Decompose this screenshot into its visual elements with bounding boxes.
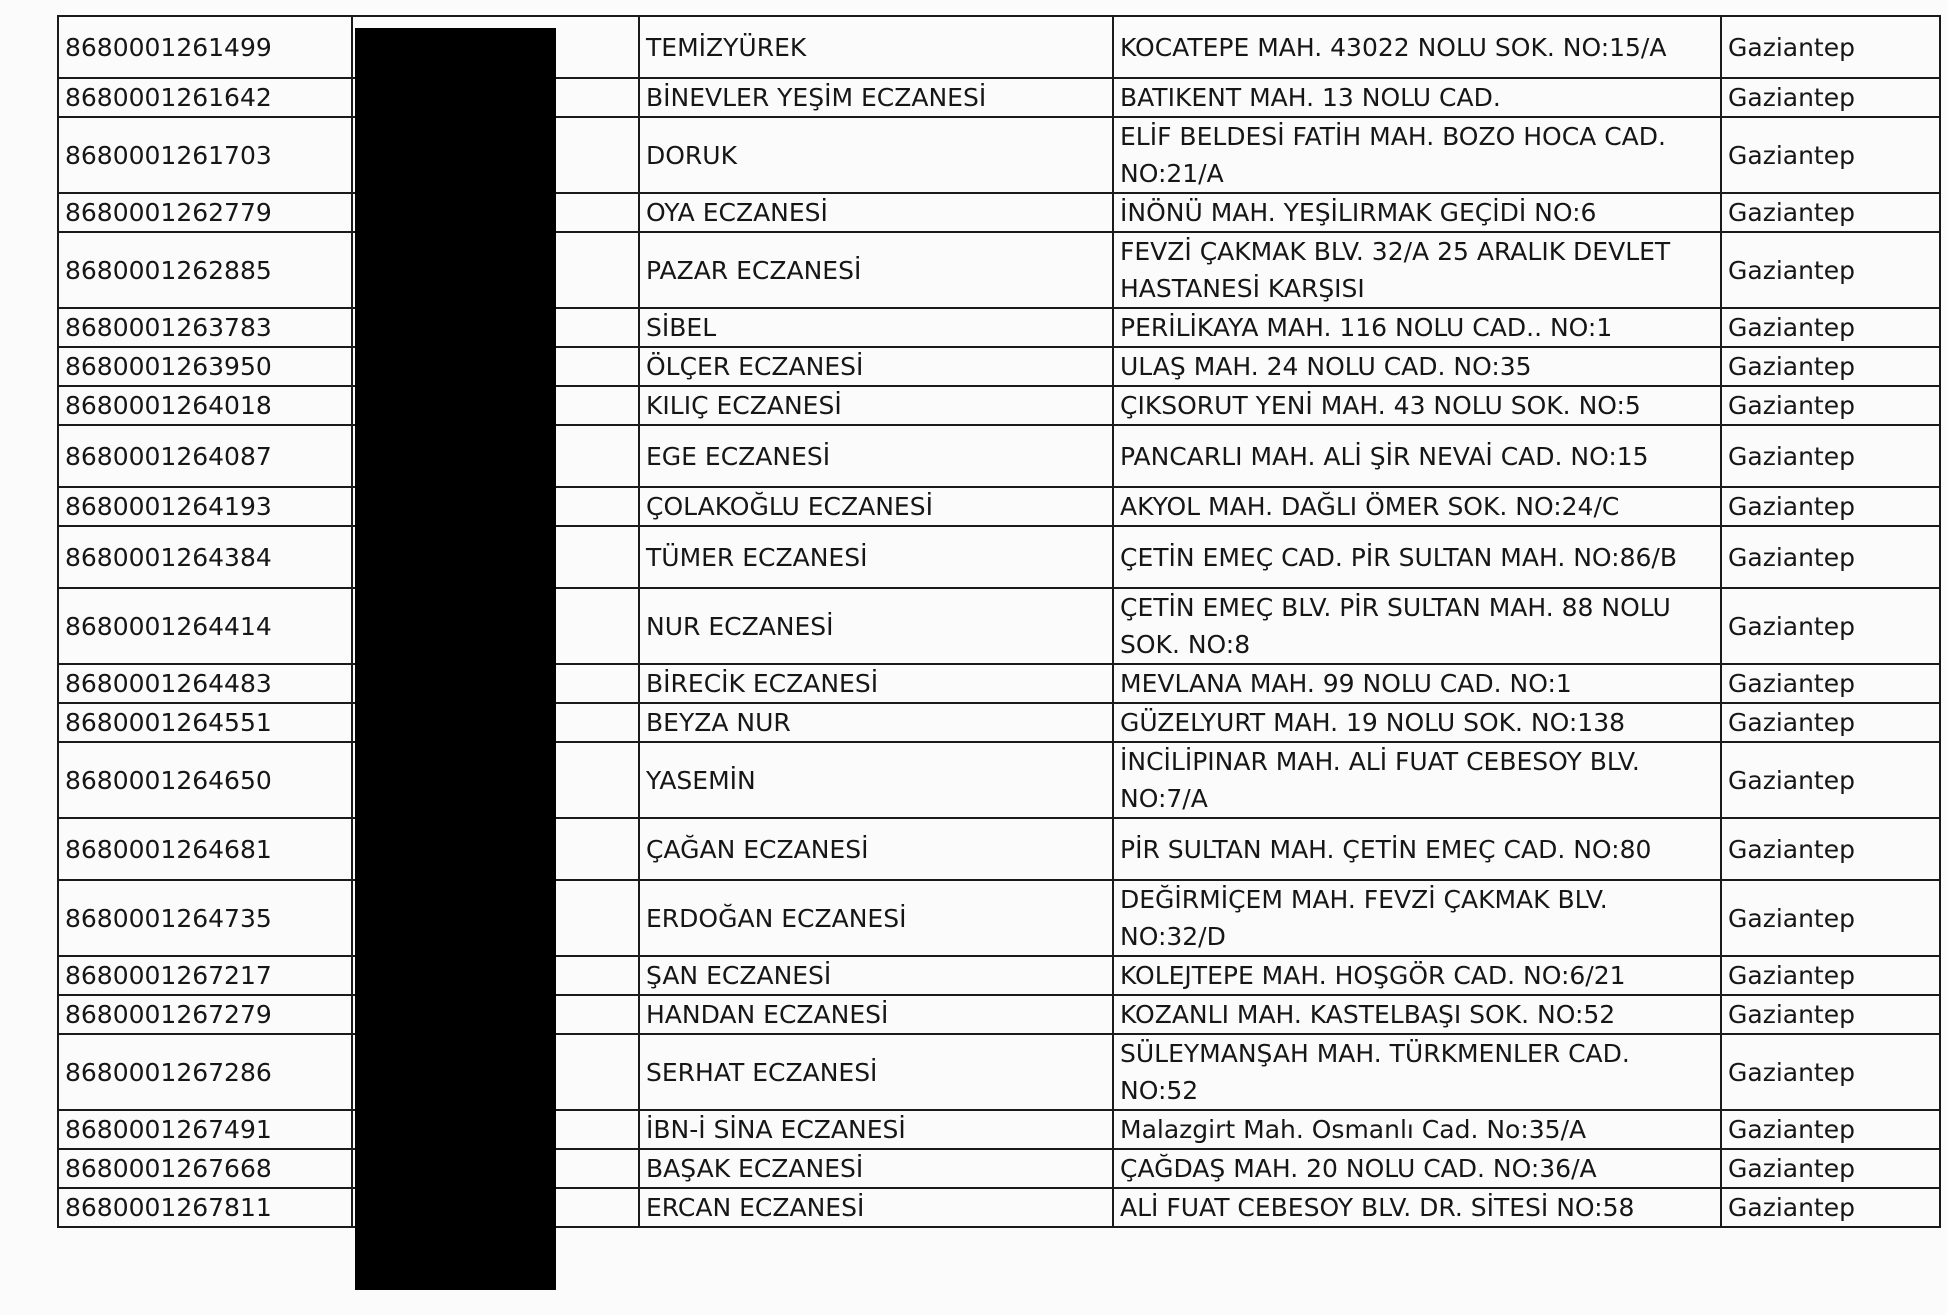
- cell-pharmacy-name: BİNEVLER YEŞİM ECZANESİ: [639, 78, 1113, 117]
- cell-address: DEĞİRMİÇEM MAH. FEVZİ ÇAKMAK BLV. NO:32/D: [1113, 880, 1721, 956]
- cell-city: Gaziantep: [1721, 588, 1940, 664]
- cell-city: Gaziantep: [1721, 347, 1940, 386]
- cell-address: PERİLİKAYA MAH. 116 NOLU CAD.. NO:1: [1113, 308, 1721, 347]
- cell-code: 8680001264735: [58, 880, 352, 956]
- table-row: [58, 78, 1940, 117]
- cell-city: Gaziantep: [1721, 818, 1940, 880]
- cell-address: SÜLEYMANŞAH MAH. TÜRKMENLER CAD. NO:52: [1113, 1034, 1721, 1110]
- table-row: [58, 995, 1940, 1034]
- cell-address: ÇETİN EMEÇ BLV. PİR SULTAN MAH. 88 NOLU SOK. NO:8: [1113, 588, 1721, 664]
- cell-address: ÇAĞDAŞ MAH. 20 NOLU CAD. NO:36/A: [1113, 1149, 1721, 1188]
- cell-pharmacy-name: BEYZA NUR: [639, 703, 1113, 742]
- table-row: [58, 526, 1940, 588]
- cell-code: 8680001264193: [58, 487, 352, 526]
- cell-pharmacy-name: YASEMİN: [639, 742, 1113, 818]
- table-row: [58, 16, 1940, 78]
- cell-city: Gaziantep: [1721, 880, 1940, 956]
- cell-pharmacy-name: BAŞAK ECZANESİ: [639, 1149, 1113, 1188]
- cell-code: 8680001263950: [58, 347, 352, 386]
- cell-pharmacy-name: ERCAN ECZANESİ: [639, 1188, 1113, 1227]
- cell-code: 8680001262885: [58, 232, 352, 308]
- cell-address: KOZANLI MAH. KASTELBAŞI SOK. NO:52: [1113, 995, 1721, 1034]
- cell-address: BATIKENT MAH. 13 NOLU CAD.: [1113, 78, 1721, 117]
- cell-address: AKYOL MAH. DAĞLI ÖMER SOK. NO:24/C: [1113, 487, 1721, 526]
- cell-code: 8680001267279: [58, 995, 352, 1034]
- cell-city: Gaziantep: [1721, 308, 1940, 347]
- cell-address: ELİF BELDESİ FATİH MAH. BOZO HOCA CAD. NO:21/A: [1113, 117, 1721, 193]
- cell-code: 8680001263783: [58, 308, 352, 347]
- cell-pharmacy-name: İBN-İ SİNA ECZANESİ: [639, 1110, 1113, 1149]
- cell-city: Gaziantep: [1721, 995, 1940, 1034]
- table-row: [58, 193, 1940, 232]
- cell-address: PİR SULTAN MAH. ÇETİN EMEÇ CAD. NO:80: [1113, 818, 1721, 880]
- cell-pharmacy-name: EGE ECZANESİ: [639, 425, 1113, 487]
- table-row: [58, 308, 1940, 347]
- cell-code: 8680001264087: [58, 425, 352, 487]
- cell-pharmacy-name: ŞAN ECZANESİ: [639, 956, 1113, 995]
- cell-code: 8680001264551: [58, 703, 352, 742]
- cell-address: KOLEJTEPE MAH. HOŞGÖR CAD. NO:6/21: [1113, 956, 1721, 995]
- cell-city: Gaziantep: [1721, 487, 1940, 526]
- cell-city: Gaziantep: [1721, 386, 1940, 425]
- cell-city: Gaziantep: [1721, 1034, 1940, 1110]
- cell-city: Gaziantep: [1721, 1149, 1940, 1188]
- cell-city: Gaziantep: [1721, 526, 1940, 588]
- cell-pharmacy-name: TEMİZYÜREK: [639, 16, 1113, 78]
- redaction-bar: [355, 28, 556, 1290]
- table-row: [58, 1034, 1940, 1110]
- cell-pharmacy-name: ÇAĞAN ECZANESİ: [639, 818, 1113, 880]
- cell-pharmacy-name: SERHAT ECZANESİ: [639, 1034, 1113, 1110]
- cell-code: 8680001267668: [58, 1149, 352, 1188]
- cell-address: PANCARLI MAH. ALİ ŞİR NEVAİ CAD. NO:15: [1113, 425, 1721, 487]
- cell-pharmacy-name: PAZAR ECZANESİ: [639, 232, 1113, 308]
- table-row: [58, 880, 1940, 956]
- cell-pharmacy-name: ÖLÇER ECZANESİ: [639, 347, 1113, 386]
- cell-city: Gaziantep: [1721, 1110, 1940, 1149]
- cell-address: KOCATEPE MAH. 43022 NOLU SOK. NO:15/A: [1113, 16, 1721, 78]
- cell-code: 8680001261499: [58, 16, 352, 78]
- cell-pharmacy-name: HANDAN ECZANESİ: [639, 995, 1113, 1034]
- cell-pharmacy-name: SİBEL: [639, 308, 1113, 347]
- cell-pharmacy-name: BİRECİK ECZANESİ: [639, 664, 1113, 703]
- cell-city: Gaziantep: [1721, 664, 1940, 703]
- table-row: [58, 1149, 1940, 1188]
- cell-code: 8680001261703: [58, 117, 352, 193]
- table-row: [58, 588, 1940, 664]
- table-row: [58, 818, 1940, 880]
- table-row: [58, 742, 1940, 818]
- cell-address: GÜZELYURT MAH. 19 NOLU SOK. NO:138: [1113, 703, 1721, 742]
- table-row: [58, 703, 1940, 742]
- table-row: [58, 1110, 1940, 1149]
- cell-pharmacy-name: NUR ECZANESİ: [639, 588, 1113, 664]
- table-row: [58, 386, 1940, 425]
- cell-city: Gaziantep: [1721, 193, 1940, 232]
- table-row: [58, 347, 1940, 386]
- cell-code: 8680001264018: [58, 386, 352, 425]
- cell-code: 8680001267811: [58, 1188, 352, 1227]
- cell-city: Gaziantep: [1721, 425, 1940, 487]
- cell-city: Gaziantep: [1721, 117, 1940, 193]
- cell-code: 8680001264681: [58, 818, 352, 880]
- cell-address: Malazgirt Mah. Osmanlı Cad. No:35/A: [1113, 1110, 1721, 1149]
- cell-city: Gaziantep: [1721, 742, 1940, 818]
- cell-city: Gaziantep: [1721, 78, 1940, 117]
- cell-address: FEVZİ ÇAKMAK BLV. 32/A 25 ARALIK DEVLET HASTANESİ KARŞISI: [1113, 232, 1721, 308]
- cell-pharmacy-name: ERDOĞAN ECZANESİ: [639, 880, 1113, 956]
- cell-address: ULAŞ MAH. 24 NOLU CAD. NO:35: [1113, 347, 1721, 386]
- table-row: [58, 425, 1940, 487]
- cell-pharmacy-name: ÇOLAKOĞLU ECZANESİ: [639, 487, 1113, 526]
- cell-address: ÇETİN EMEÇ CAD. PİR SULTAN MAH. NO:86/B: [1113, 526, 1721, 588]
- cell-code: 8680001267286: [58, 1034, 352, 1110]
- cell-pharmacy-name: KILIÇ ECZANESİ: [639, 386, 1113, 425]
- cell-code: 8680001264384: [58, 526, 352, 588]
- table-row: [58, 664, 1940, 703]
- cell-address: İNÖNÜ MAH. YEŞİLIRMAK GEÇİDİ NO:6: [1113, 193, 1721, 232]
- cell-code: 8680001267217: [58, 956, 352, 995]
- cell-city: Gaziantep: [1721, 703, 1940, 742]
- table-row: [58, 232, 1940, 308]
- cell-code: 8680001264650: [58, 742, 352, 818]
- cell-city: Gaziantep: [1721, 232, 1940, 308]
- cell-pharmacy-name: DORUK: [639, 117, 1113, 193]
- cell-address: ALİ FUAT CEBESOY BLV. DR. SİTESİ NO:58: [1113, 1188, 1721, 1227]
- cell-address: MEVLANA MAH. 99 NOLU CAD. NO:1: [1113, 664, 1721, 703]
- cell-city: Gaziantep: [1721, 1188, 1940, 1227]
- cell-address: ÇIKSORUT YENİ MAH. 43 NOLU SOK. NO:5: [1113, 386, 1721, 425]
- table-row: [58, 1188, 1940, 1227]
- table-row: [58, 117, 1940, 193]
- cell-code: 8680001261642: [58, 78, 352, 117]
- cell-code: 8680001264414: [58, 588, 352, 664]
- table-row: [58, 487, 1940, 526]
- cell-code: 8680001262779: [58, 193, 352, 232]
- cell-code: 8680001267491: [58, 1110, 352, 1149]
- cell-pharmacy-name: OYA ECZANESİ: [639, 193, 1113, 232]
- cell-code: 8680001264483: [58, 664, 352, 703]
- cell-pharmacy-name: TÜMER ECZANESİ: [639, 526, 1113, 588]
- pharmacy-table: [57, 15, 1941, 1228]
- cell-address: İNCİLİPINAR MAH. ALİ FUAT CEBESOY BLV. NO:7/A: [1113, 742, 1721, 818]
- table-row: [58, 956, 1940, 995]
- pharmacy-table-body: [58, 16, 1940, 1227]
- cell-city: Gaziantep: [1721, 16, 1940, 78]
- cell-city: Gaziantep: [1721, 956, 1940, 995]
